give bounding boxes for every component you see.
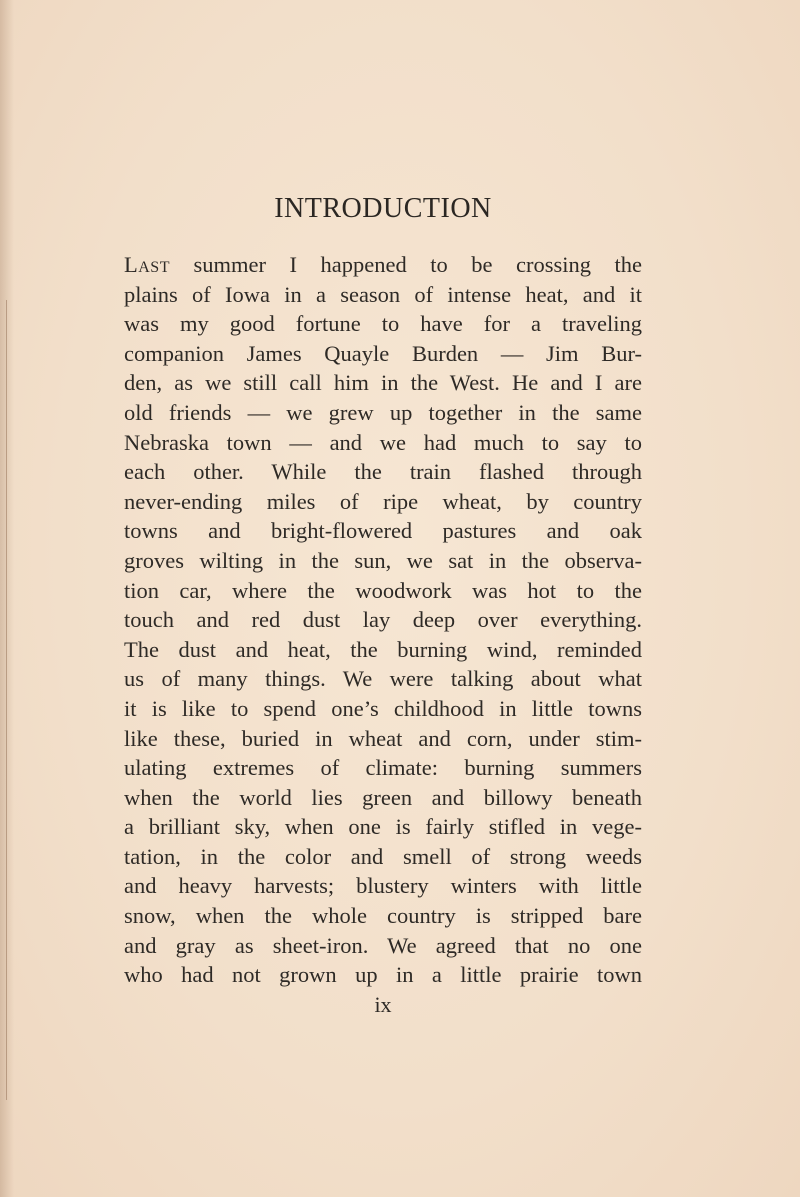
text-line: and gray as sheet-iron. We agreed that no one xyxy=(124,932,642,958)
text-line: old friends — we grew up together in the same xyxy=(124,399,642,425)
first-word: Last xyxy=(124,252,170,277)
text-line: towns and bright-flowered pastures and oak xyxy=(124,518,642,544)
text-line: when the world lies green and billowy beneath xyxy=(124,784,642,810)
text-line: it is like to spend one’s childhood in little towns xyxy=(124,695,642,721)
text-line: snow, when the whole country is stripped bare xyxy=(124,903,642,929)
text-line-1 xyxy=(124,250,642,280)
text-line: companion James Quayle Burden — Jim Bur- xyxy=(124,340,642,366)
text-line: Nebraska town — and we had much to say to xyxy=(124,429,642,455)
text-line-1-rest: summer I happened to be crossing the xyxy=(169,252,642,277)
text-line: plains of Iowa in a season of intense heat, and it xyxy=(124,281,642,307)
text-line: The dust and heat, the burning wind, reminded xyxy=(124,636,642,662)
text-line: a brilliant sky, when one is fairly stifled in vege- xyxy=(124,814,642,840)
text-line: tion car, where the woodwork was hot to the xyxy=(124,577,642,603)
text-line: never-ending miles of ripe wheat, by country xyxy=(124,488,642,514)
page-number: ix xyxy=(374,992,392,1017)
text-line: each other. While the train flashed through xyxy=(124,459,642,485)
text-line: ulating extremes of climate: burning summers xyxy=(124,755,642,781)
text-line: us of many things. We were talking about what xyxy=(124,666,642,692)
text-line: who had not grown up in a little prairie town xyxy=(124,962,642,988)
text-line: like these, buried in wheat and corn, under stim- xyxy=(124,725,642,751)
body-text xyxy=(124,250,642,990)
chapter-title: INTRODUCTION xyxy=(274,193,492,224)
text-line: was my good fortune to have for a traveling xyxy=(124,311,642,337)
text-line: groves wilting in the sun, we sat in the observa- xyxy=(124,547,642,573)
text-line: den, as we still call him in the West. He and I are xyxy=(124,370,642,396)
binding-edge-line xyxy=(6,300,7,1100)
binding-gutter-shadow xyxy=(0,0,14,1197)
text-line: and heavy harvests; blustery winters with little xyxy=(124,873,642,899)
text-line: tation, in the color and smell of strong weeds xyxy=(124,843,642,869)
text-line: touch and red dust lay deep over everything. xyxy=(124,607,642,633)
